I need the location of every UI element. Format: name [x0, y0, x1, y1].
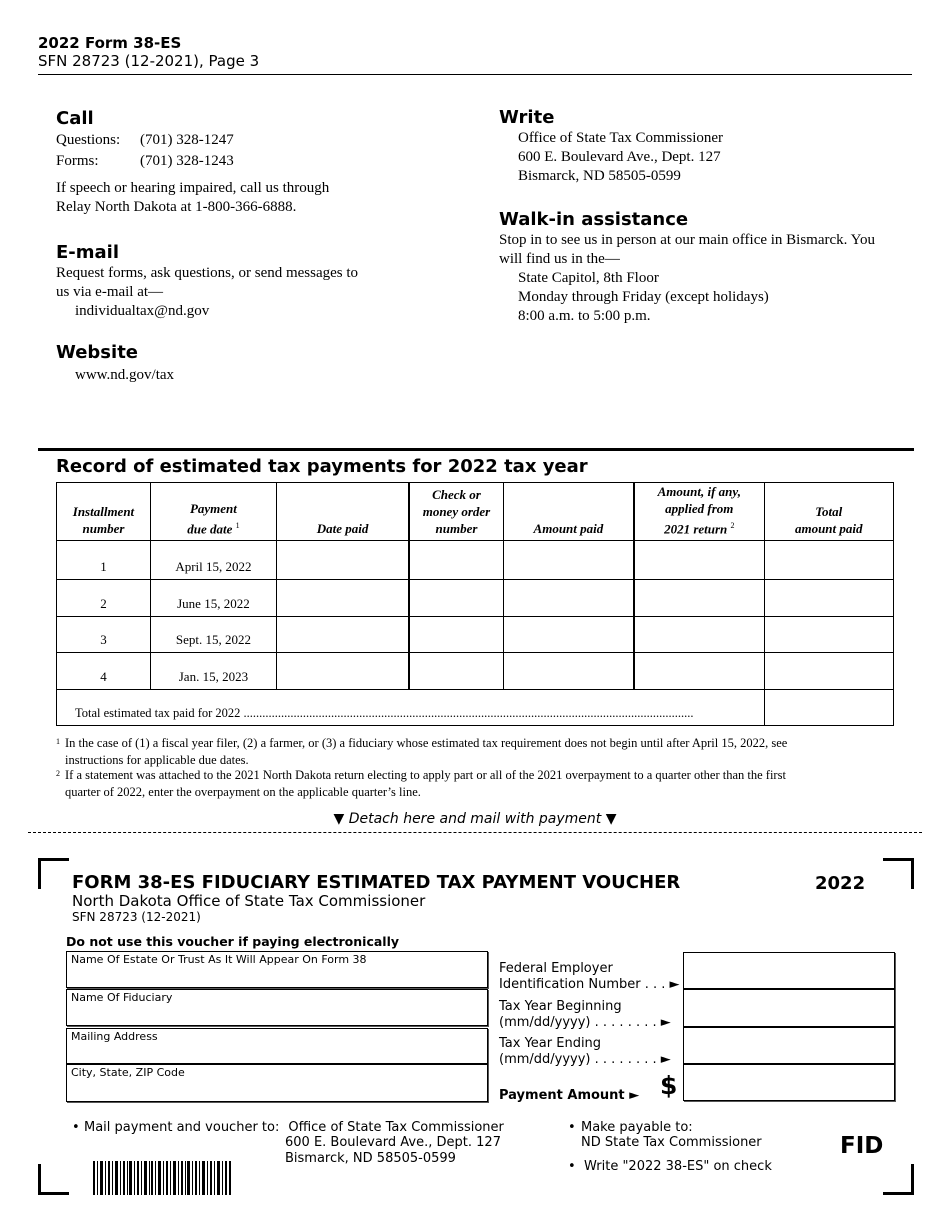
mail-address-line: Office of State Tax Commissioner [288, 1120, 504, 1135]
payable-name: ND State Tax Commissioner [581, 1135, 762, 1150]
installment-number: 4 [57, 653, 151, 690]
website-section [56, 342, 174, 385]
electronic-warning: Do not use this voucher if paying electronically [66, 934, 400, 949]
voucher-sfn: SFN 28723 (12-2021) [72, 910, 201, 924]
fein-label: Federal Employer Identification Number . . . ► [499, 961, 680, 992]
footnote-1: 1 In the case of (1) a fiscal year filer, (2) a farmer, or (3) a fiduciary whose estimated tax requirement does not begin until after April 15, 2022, see instructions for applicable due dates. [56, 736, 788, 767]
call-section [56, 108, 329, 217]
date-paid-cell[interactable] [276, 653, 409, 690]
fein-input[interactable] [683, 952, 895, 989]
due-date: Jan. 15, 2023 [150, 653, 276, 690]
col-header-due-date: Payment due date $^1$ [150, 483, 276, 541]
date-paid-cell[interactable] [276, 617, 409, 653]
bullet-icon: • [568, 1120, 576, 1135]
bullet-icon: • [568, 1159, 576, 1174]
table-row [57, 653, 894, 690]
corner-mark-top-left [38, 858, 69, 889]
installment-number: 1 [57, 541, 151, 580]
installment-number: 2 [57, 580, 151, 617]
payment-amount-input[interactable] [683, 1064, 895, 1101]
fid-code: FID [840, 1133, 884, 1159]
email-section: E-mail Request forms, ask questions, or send messages to us via e-mail at— individualtax@nd.gov [56, 242, 359, 319]
col-header-check-number: Check or money order number [409, 483, 503, 541]
walkin-detail: State Capitol, 8th Floor [518, 270, 659, 286]
installment-number: 3 [57, 617, 151, 653]
mail-address [285, 1135, 501, 1167]
due-date: Sept. 15, 2022 [150, 617, 276, 653]
applied-amount-cell[interactable] [634, 580, 764, 617]
amount-paid-cell[interactable] [503, 580, 634, 617]
form-subtitle: SFN 28723 (12-2021), Page 3 [38, 52, 260, 70]
mail-address-line: 600 E. Boulevard Ave., Dept. 127 [285, 1135, 501, 1150]
tax-year-begin-label: Tax Year Beginning (mm/dd/yyyy) . . . . . . . . ► [499, 999, 671, 1030]
check-number-cell[interactable] [409, 653, 503, 690]
detach-line [28, 832, 922, 833]
date-paid-cell[interactable] [276, 541, 409, 580]
website-url: www.nd.gov/tax [75, 367, 175, 383]
col-header-installment: Installment number [57, 483, 151, 541]
relay-text: If speech or hearing impaired, call us through Relay North Dakota at 1-800-366-6888. [56, 180, 330, 215]
detach-instruction: ▼ Detach here and mail with payment ▼ [333, 811, 617, 827]
date-paid-cell[interactable] [276, 580, 409, 617]
city-state-zip-field[interactable]: City, State, ZIP Code [66, 1064, 488, 1102]
call-row-forms: Forms: (701) 328-1243 [56, 153, 234, 169]
call-heading: Call [56, 108, 94, 129]
corner-mark-bottom-right [883, 1164, 914, 1195]
total-paid-cell[interactable] [764, 541, 894, 580]
walkin-detail: Monday through Friday (except holidays) [518, 289, 769, 305]
mailing-address-field[interactable]: Mailing Address [66, 1028, 488, 1064]
tax-year-end-label: Tax Year Ending (mm/dd/yyyy) . . . . . . . . ► [499, 1036, 671, 1067]
header-rule [38, 74, 912, 75]
estate-name-field[interactable]: Name Of Estate Or Trust As It Will Appear On Form 38 [66, 951, 488, 988]
payable-label: Make payable to: [581, 1120, 693, 1135]
barcode-image [93, 1161, 231, 1195]
table-row [57, 617, 894, 653]
voucher-year: 2022 [815, 873, 866, 894]
amount-paid-cell[interactable] [503, 617, 634, 653]
mail-to-block [72, 1120, 504, 1135]
table-header-row [57, 483, 894, 541]
corner-mark-bottom-left [38, 1164, 69, 1195]
check-note: Write "2022 38-ES" on check [584, 1159, 772, 1174]
write-line: Office of State Tax Commissioner [518, 130, 724, 146]
footnote-2: 2 If a statement was attached to the 2021 North Dakota return electing to apply part or all of the 2021 overpayment to a quarter other than the first quarter of 2022, enter the overpayment on the applicable quarter’s line. [56, 768, 786, 799]
website-heading: Website [56, 342, 139, 363]
write-line: Bismarck, ND 58505-0599 [518, 168, 681, 184]
check-number-cell[interactable] [409, 617, 503, 653]
write-line: 600 E. Boulevard Ave., Dept. 127 [518, 149, 721, 165]
bullet-icon: • [72, 1120, 80, 1135]
walkin-heading: Walk-in assistance [499, 209, 689, 230]
email-heading: E-mail [56, 242, 120, 263]
col-header-total-paid: Total amount paid [764, 483, 894, 541]
col-header-amount-paid: Amount paid [503, 483, 634, 541]
due-date: June 15, 2022 [150, 580, 276, 617]
walkin-section: Walk-in assistance Stop in to see us in person at our main office in Bismarck. You will find us in the— State Capitol, 8th Floor Monday through Friday (except holidays) 8:00 a.m. to 5:00 p.m. [499, 209, 875, 324]
applied-amount-cell[interactable] [634, 541, 764, 580]
grand-total-cell[interactable] [764, 690, 894, 726]
total-paid-cell[interactable] [764, 617, 894, 653]
form-title: 2022 Form 38-ES [38, 34, 182, 52]
call-row-questions: Questions: (701) 328-1247 [56, 132, 234, 148]
col-header-applied-amount: Amount, if any, applied from 2021 return $^2$ [634, 483, 764, 541]
mail-to-label: Mail payment and voucher to: [84, 1120, 280, 1135]
section-divider [38, 448, 914, 451]
email-address: individualtax@nd.gov [75, 303, 210, 319]
check-number-cell[interactable] [409, 580, 503, 617]
phone-forms: (701) 328-1243 [140, 153, 234, 169]
total-paid-cell[interactable] [764, 653, 894, 690]
table-row [57, 541, 894, 580]
walkin-detail: 8:00 a.m. to 5:00 p.m. [518, 308, 651, 324]
voucher-title: FORM 38-ES FIDUCIARY ESTIMATED TAX PAYMENT VOUCHER [72, 872, 681, 893]
phone-questions: (701) 328-1247 [140, 132, 234, 148]
table-row [57, 580, 894, 617]
total-row [57, 690, 894, 726]
corner-mark-top-right [883, 858, 914, 889]
applied-amount-cell[interactable] [634, 617, 764, 653]
total-paid-cell[interactable] [764, 580, 894, 617]
record-title: Record of estimated tax payments for 2022 tax year [56, 456, 588, 477]
due-date: April 15, 2022 [150, 541, 276, 580]
dollar-sign: $ [660, 1071, 678, 1100]
tax-year-end-input[interactable] [683, 1027, 895, 1064]
total-label: Total estimated tax paid for 2022 ................................................................................................................................................ [57, 690, 765, 726]
check-number-cell[interactable] [409, 541, 503, 580]
write-heading: Write [499, 107, 555, 128]
col-header-date-paid: Date paid [276, 483, 409, 541]
write-section [499, 107, 723, 186]
tax-year-begin-input[interactable] [683, 989, 895, 1027]
mail-address-line: Bismarck, ND 58505-0599 [285, 1151, 456, 1166]
amount-paid-cell[interactable] [503, 541, 634, 580]
fiduciary-name-field[interactable]: Name Of Fiduciary [66, 989, 488, 1026]
voucher-office: North Dakota Office of State Tax Commissioner [72, 892, 426, 910]
payment-record-table [56, 482, 894, 726]
payable-block [568, 1120, 772, 1174]
applied-amount-cell[interactable] [634, 653, 764, 690]
arrow-icon: ► [629, 1088, 640, 1103]
payment-amount-label: Payment Amount ► [499, 1088, 640, 1103]
amount-paid-cell[interactable] [503, 653, 634, 690]
